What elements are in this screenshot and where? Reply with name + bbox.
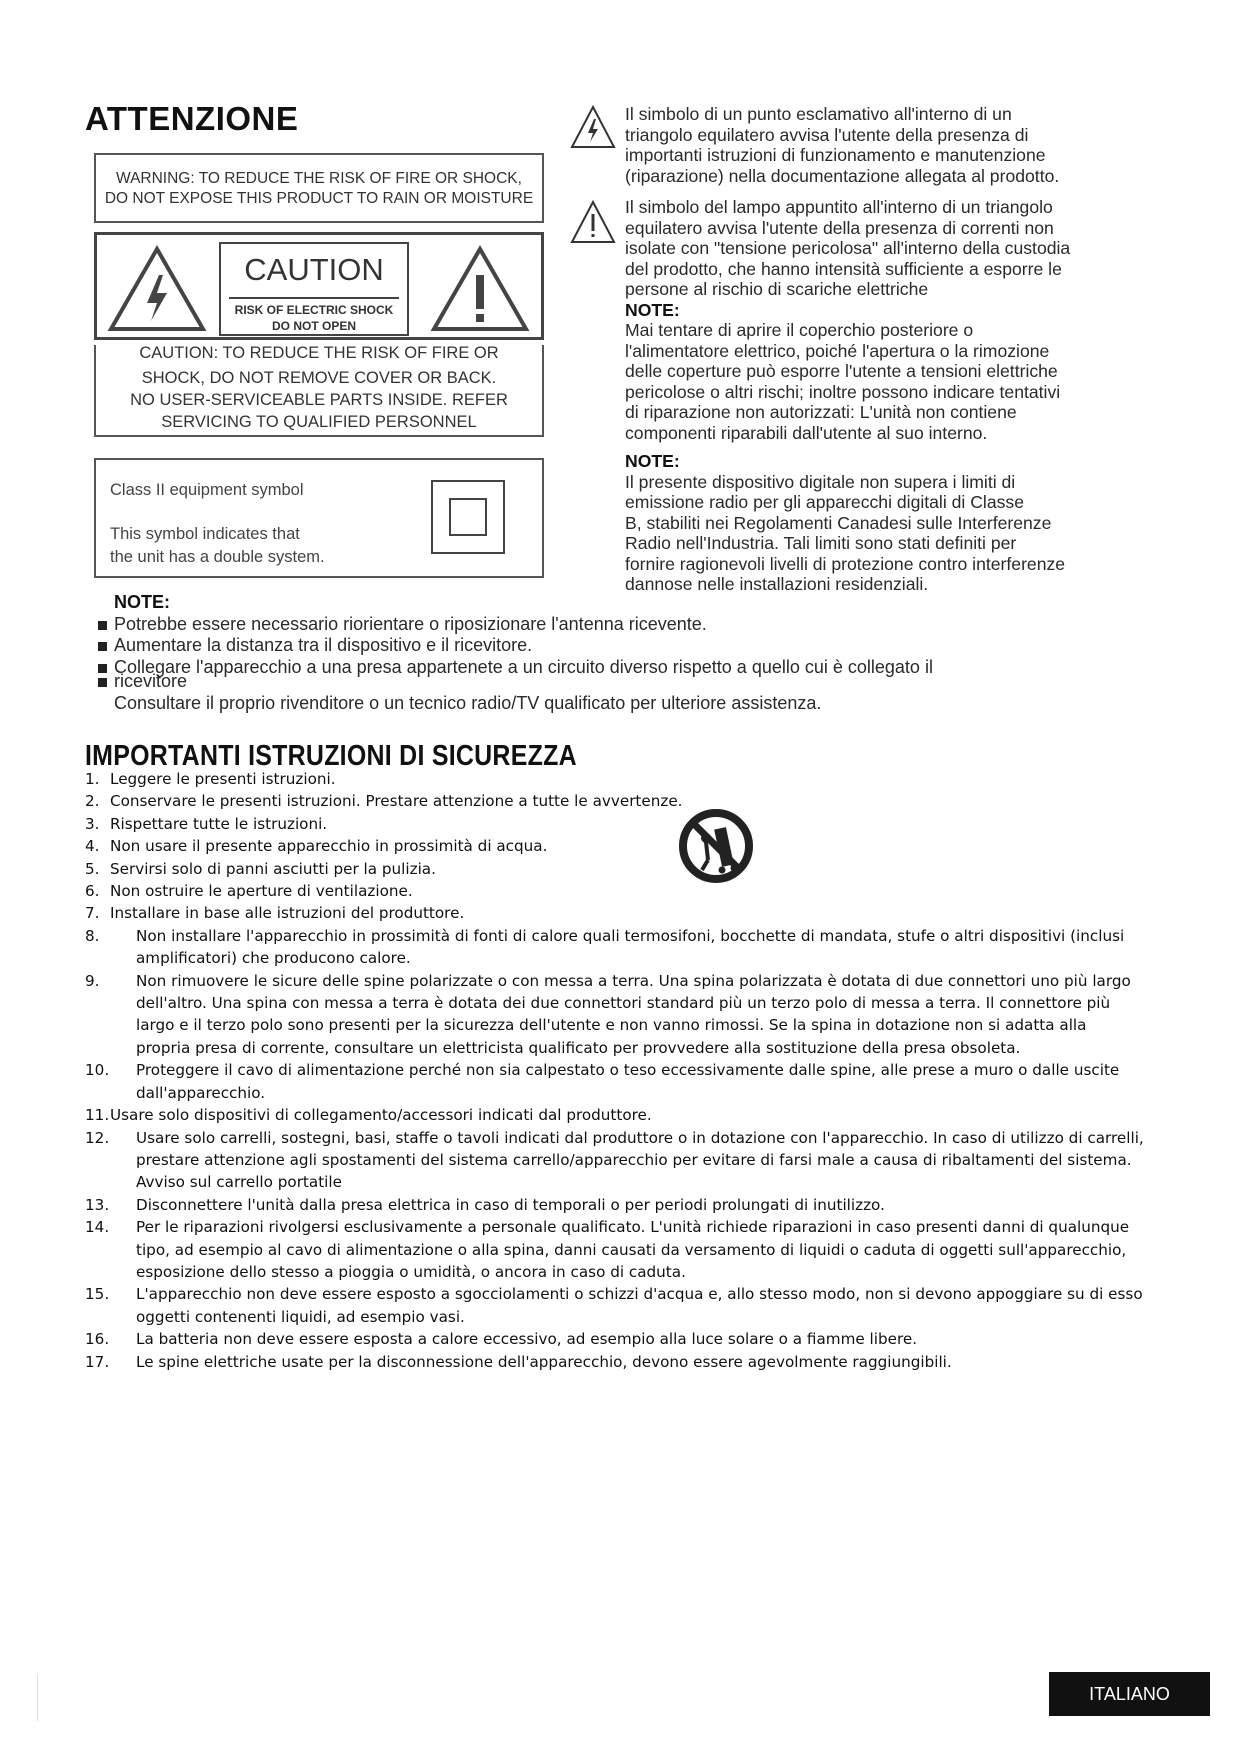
safety-item-text: Non usare il presente apparecchio in prossimità di acqua. — [110, 837, 548, 856]
paragraph-line: di riparazione non autorizzati: L'unità non contiene — [625, 402, 1017, 422]
exclamation-triangle-icon — [430, 245, 530, 333]
list-item — [98, 635, 1148, 657]
paragraph-line: Il presente dispositivo digitale non supera i limiti di — [625, 471, 1016, 492]
note-heading: NOTE: — [114, 592, 170, 612]
safety-item-number: 17. — [85, 1352, 110, 1371]
note-heading: NOTE: — [625, 299, 680, 320]
safety-item-text: Per le riparazioni rivolgersi esclusivamente a personale qualificato. L'unità richiede riparazioni in caso presenti danni di qualunque tipo, ad esempio al cavo di alimentazione o alla spina, danni causati da versamento di liquidi o caduta di oggetti sull'apparecchio, esposizione dello stesso a pioggia o umidità, o ancora in caso di caduta. — [136, 1218, 1130, 1281]
safety-item-number: 7. — [85, 904, 100, 923]
safety-item-number: 16. — [85, 1330, 110, 1349]
caution-sub-line: DO NOT OPEN — [271, 319, 356, 333]
safety-item — [85, 1104, 1145, 1126]
safety-item — [85, 790, 1145, 812]
safety-item-text: Disconnettere l'unità dalla presa elettrica in caso di temporali o per periodi prolungati di inutilizzo. — [136, 1195, 885, 1214]
safety-item-text: Installare in base alle istruzioni del produttore. — [110, 904, 465, 923]
safety-item — [85, 902, 1145, 924]
paragraph-line: B, stabiliti nei Regolamenti Canadesi sulle Interferenze — [625, 512, 1052, 533]
paragraph-line: Radio nell'Industria. Tali limiti sono stati definiti per — [625, 533, 1017, 553]
safety-item-number: 9. — [85, 971, 100, 990]
paragraph-line: componenti riparabili dall'utente al suo interno. — [625, 422, 988, 443]
safety-item-number: 4. — [85, 837, 100, 856]
note-heading: NOTE: — [625, 451, 680, 471]
warning-line: DO NOT EXPOSE THIS PRODUCT TO RAIN OR MOISTURE — [104, 190, 534, 207]
page-title: ATTENZIONE — [85, 100, 299, 137]
caution-text-line: SHOCK, DO NOT REMOVE COVER OR BACK. — [141, 369, 497, 387]
paragraph-line: Il simbolo di un punto esclamativo all'interno di un — [625, 104, 1012, 124]
safety-item-number: 12. — [85, 1128, 110, 1147]
safety-item-number: 14. — [85, 1218, 110, 1237]
lightning-triangle-icon — [570, 105, 616, 149]
safety-item — [85, 1194, 1145, 1216]
bullet-text: Aumentare la distanza tra il dispositivo e il ricevitore. — [114, 635, 533, 655]
safety-item-number: 2. — [85, 792, 100, 811]
safety-item-text: Conservare le presenti istruzioni. Prestare attenzione a tutte le avvertenze. — [110, 792, 683, 811]
safety-item-text: Servirsi solo di panni asciutti per la pulizia. — [110, 859, 436, 878]
safety-item — [85, 880, 1145, 902]
class-ii-desc: the unit has a double system. — [110, 548, 325, 566]
warning-line: WARNING: TO REDUCE THE RISK OF FIRE OR SHOCK, — [116, 170, 522, 187]
safety-item — [85, 1127, 1145, 1194]
safety-item-text: Rispettare tutte le istruzioni. — [110, 814, 328, 833]
caution-text-box — [94, 345, 544, 437]
exclamation-paragraph — [625, 104, 1165, 186]
safety-item — [85, 835, 1145, 857]
lightning-triangle-icon — [107, 245, 207, 333]
note2-paragraph — [625, 451, 1165, 595]
safety-item-number: 3. — [85, 814, 100, 833]
paragraph-line: (riparazione) nella documentazione allegata al prodotto. — [625, 165, 1060, 186]
paragraph-line: dannose nelle installazioni residenziali. — [625, 574, 929, 594]
safety-item-number: 13. — [85, 1195, 110, 1214]
warning-box — [94, 153, 544, 223]
paragraph-line: isolate con "tensione pericolosa" all'interno della custodia — [625, 238, 1071, 258]
class-ii-title: Class II equipment symbol — [110, 481, 304, 499]
bullet-text: ricevitore — [114, 671, 188, 691]
safety-item — [85, 768, 1145, 790]
safety-item-number: 10. — [85, 1061, 110, 1080]
safety-item-text: L'apparecchio non deve essere esposto a sgocciolamenti o schizzi d'acqua e, allo stesso modo, non si devono appoggiare su di esso oggetti contenenti liquidi, ad esempio vasi. — [136, 1285, 1143, 1326]
bullet-square-icon — [98, 621, 107, 630]
safety-title: IMPORTANTI ISTRUZIONI DI SICUREZZA — [85, 740, 577, 772]
safety-item — [85, 1328, 1145, 1350]
exclamation-triangle-icon — [570, 200, 616, 244]
safety-item — [85, 925, 1145, 970]
safety-item — [85, 858, 1145, 880]
safety-item-number: 11. — [85, 1106, 110, 1125]
safety-item-text: Usare solo carrelli, sostegni, basi, staffe o tavoli indicati dal produttore o in dotazione con l'apparecchio. In caso di utilizzo di carrelli, prestare attenzione agli spostamenti del sistema carrello/apparecchio per evitare di farsi male a causa di ribaltamenti del sistema. Avviso sul carrello portatile — [136, 1128, 1144, 1192]
safety-item-text: Usare solo dispositivi di collegamento/accessori indicati dal produttore. — [110, 1106, 652, 1125]
bottom-note-section — [98, 592, 1148, 714]
caution-inner-box — [219, 242, 409, 336]
paragraph-line: l'alimentatore elettrico, poiché l'apertura o la rimozione — [625, 340, 1050, 361]
safety-item-text: Non installare l'apparecchio in prossimità di fonti di calore quali termosifoni, bocchette di mandata, stufe o altri dispositivi (inclusi amplificatori) che producono calore. — [136, 926, 1125, 968]
safety-item — [85, 1216, 1145, 1283]
double-square-icon — [431, 480, 505, 554]
language-tab: ITALIANO — [1049, 1672, 1210, 1716]
safety-item-number: 5. — [85, 859, 100, 878]
safety-item-text: Proteggere il cavo di alimentazione perché non sia calpestato o teso eccessivamente dalle spine, alle prese a muro o dalle uscite dall'apparecchio. — [136, 1061, 1120, 1102]
safety-item-number: 6. — [85, 882, 100, 901]
caution-sub-line: RISK OF ELECTRIC SHOCK — [234, 303, 394, 317]
class-ii-desc: This symbol indicates that — [110, 525, 300, 543]
cart-warning-icon — [678, 808, 754, 884]
paragraph-line: delle coperture può esporre l'utente a tensioni elettriche — [625, 361, 1058, 381]
paragraph-line: del prodotto, che hanno intensità sufficiente a esporre le — [625, 258, 1062, 279]
closing-text: Consultare il proprio rivenditore o un tecnico radio/TV qualificato per ulteriore assistenza. — [114, 692, 822, 713]
caution-text-line: SERVICING TO QUALIFIED PERSONNEL — [161, 413, 477, 431]
bullet-text: Potrebbe essere necessario riorientare o riposizionare l'antenna ricevente. — [114, 613, 707, 634]
paragraph-line: equilatero avvisa l'utente della presenza di correnti non — [625, 217, 1054, 238]
safety-item — [85, 1059, 1145, 1104]
caution-subtitle — [221, 302, 407, 334]
list-item — [98, 671, 1148, 693]
safety-item — [85, 970, 1145, 1060]
paragraph-line: fornire ragionevoli livelli di protezione contro interferenze — [625, 553, 1066, 574]
list-item — [98, 614, 1148, 636]
safety-item-number: 1. — [85, 770, 100, 788]
paragraph-line: Mai tentare di aprire il coperchio posteriore o — [625, 320, 974, 340]
bullet-square-icon — [98, 642, 107, 651]
lightning-paragraph — [625, 197, 1165, 443]
caution-text-line: NO USER-SERVICEABLE PARTS INSIDE. REFER — [130, 391, 508, 409]
bullet-square-icon — [98, 678, 107, 687]
caution-label — [94, 232, 544, 340]
bullet-text: Collegare l'apparecchio a una presa appartenete a un circuito diverso rispetto a quello cui è collegato il — [114, 656, 933, 677]
safety-item-number: 15. — [85, 1285, 110, 1304]
safety-item-number: 8. — [85, 926, 100, 945]
safety-item-text: Le spine elettriche usate per la disconnessione dell'apparecchio, devono essere agevolmente raggiungibili. — [136, 1352, 952, 1371]
caution-text-line: CAUTION: TO REDUCE THE RISK OF FIRE OR — [139, 344, 499, 362]
caution-word: CAUTION — [244, 252, 384, 287]
safety-item-text: Leggere le presenti istruzioni. — [110, 770, 336, 788]
paragraph-line: triangolo equilatero avvisa l'utente della presenza di — [625, 124, 1029, 145]
safety-item — [85, 1351, 1145, 1373]
safety-item-text: La batteria non deve essere esposta a calore eccessivo, ad esempio alla luce solare o a fiamme libere. — [136, 1330, 918, 1349]
safety-item — [85, 813, 1145, 835]
safety-list — [85, 768, 1145, 1373]
paragraph-line: persone al rischio di scariche elettriche — [625, 279, 929, 299]
paragraph-line: emissione radio per gli apparecchi digitali di Classe — [625, 492, 1024, 512]
safety-item-text: Non rimuovere le sicure delle spine polarizzate o con messa a terra. Una spina polarizzata è dotata di due connettori uno più largo dell'altro. Una spina con messa a terra è dotata dei due connettori standard più un terzo polo di messa a terra. Il connettore più largo e il terzo polo sono presenti per la sicurezza dell'utente e non vanno rimossi. Se la spina in dotazione non si adatta alla propria presa di corrente, consultare un elettricista qualificato per provvedere alla sostituzione della presa obsoleta. — [136, 971, 1131, 1057]
paragraph-line: importanti istruzioni di funzionamento e manutenzione — [625, 145, 1046, 165]
safety-item — [85, 1283, 1145, 1328]
class-ii-box — [94, 458, 544, 578]
paragraph-line: pericolose o altri rischi; inoltre possono indicare tentativi — [625, 381, 1061, 402]
paragraph-line: Il simbolo del lampo appuntito all'interno di un triangolo — [625, 197, 1053, 217]
safety-item-text: Non ostruire le aperture di ventilazione. — [110, 882, 413, 901]
